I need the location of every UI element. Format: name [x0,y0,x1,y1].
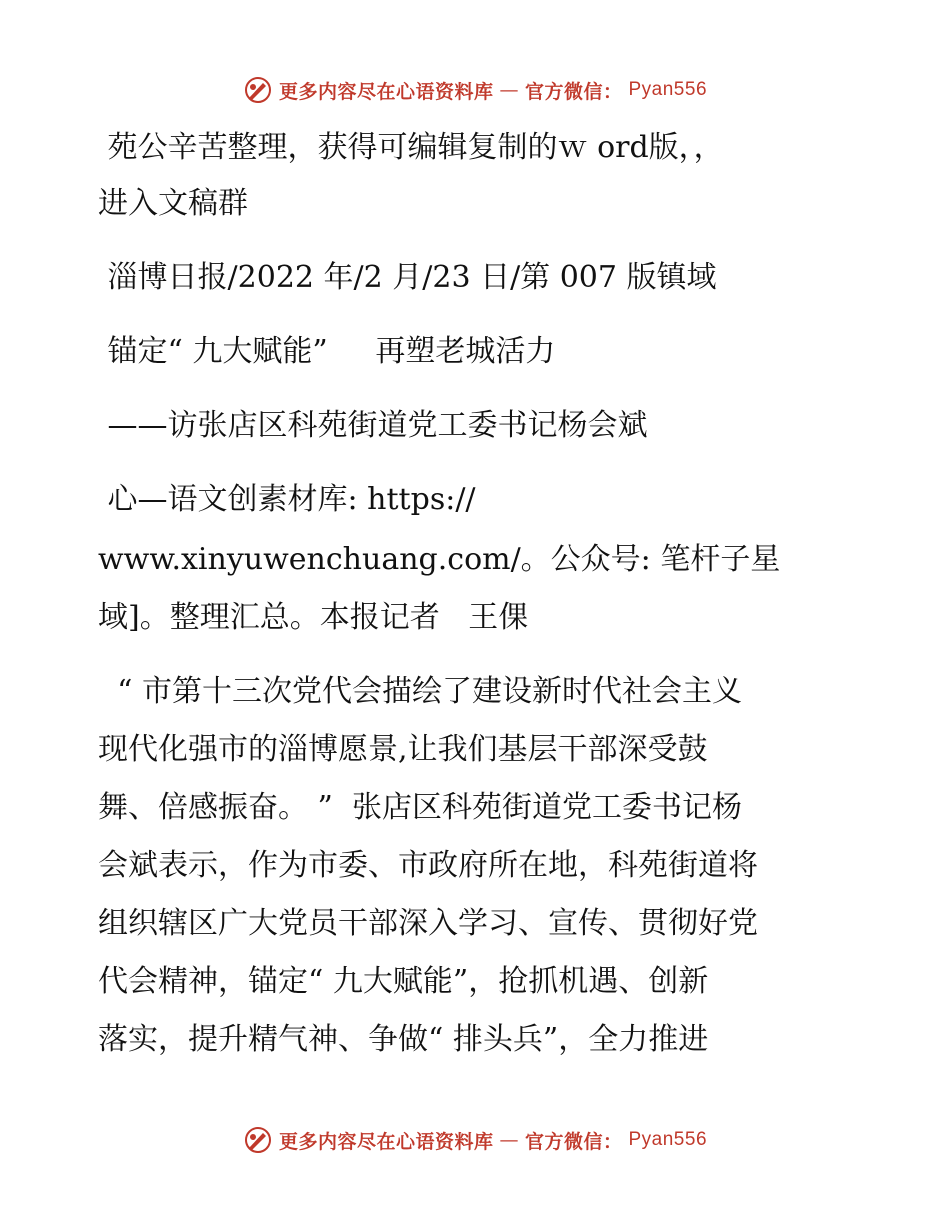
banner-wechat-label: 官方微信： [524,80,623,103]
footer-banner [0,1120,950,1160]
subheadline: ——访张店区科苑街道党工委书记杨会斌 [98,408,648,443]
banner-main-text: 更多内容尽在心语资料库 [278,1130,494,1153]
body-line: 组织辖区广大党员干部深入学习、宣传、贯彻好党 [98,906,758,941]
note-line-2: www.xinyuwenchuang.com/。公众号: 笔杆子星 [98,542,781,577]
banner-wechat-label: 官方微信： [524,1130,623,1153]
pen-circle-logo-icon [243,75,273,105]
banner-separator: — [499,1129,519,1151]
body-line: 会斌表示，作为市委、市政府所在地，科苑街道将 [98,848,758,883]
pen-circle-logo-icon [243,1125,273,1155]
intro-line-1: 苑公辛苦整理，获得可编辑复制的ｗ ord版，， [98,130,724,165]
body-line: 落实，提升精气神、争做“ 排头兵”，全力推进 [98,1022,709,1057]
body-line: 代会精神，锚定“ 九大赋能”，抢抓机遇、创新 [98,964,709,999]
source-line: 淄博日报/2022 年/2 月/23 日/第 007 版镇域 [98,260,717,295]
headline: 锚定“ 九大赋能” 再塑老城活力 [98,334,556,369]
note-line-3: 域]。整理汇总。本报记者 王倮 [98,600,529,635]
body-line: 舞、倍感振奋。 ” 张店区科苑街道党工委书记杨 [98,790,742,825]
banner-wechat-id: Pyan556 [628,1129,708,1150]
banner-separator: — [499,79,519,101]
banner-main-text: 更多内容尽在心语资料库 [278,80,494,103]
banner-wechat-id: Pyan556 [628,79,708,100]
body-line: “ 市第十三次党代会描绘了建设新时代社会主义 [98,674,742,709]
note-line-1: 心—语文创素材库: https:// [98,482,476,517]
intro-line-2: 进入文稿群 [98,186,248,221]
header-banner [0,70,950,110]
body-line: 现代化强市的淄博愿景,让我们基层干部深受鼓 [98,732,708,767]
